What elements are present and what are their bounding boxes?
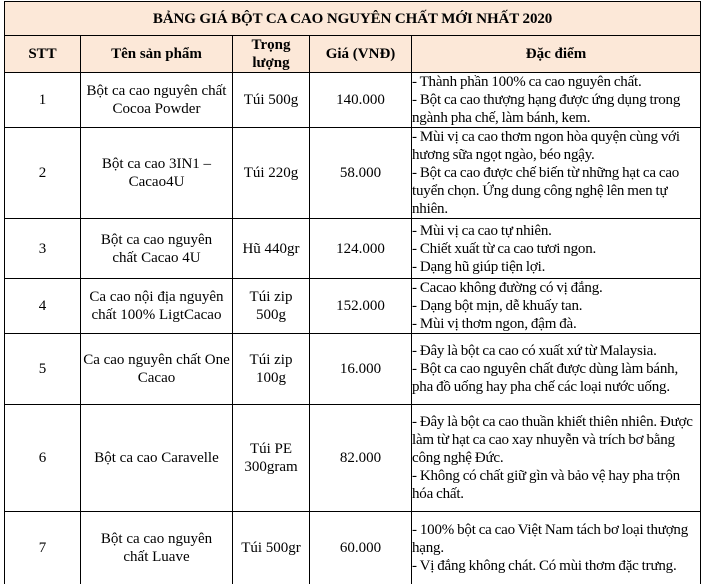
cell-price: 60.000 <box>310 512 412 584</box>
column-header-weight-label: Trọng lượng <box>251 37 291 71</box>
feature-line: - Cacao không đường có vị đắng. <box>412 280 603 296</box>
cell-price: 16.000 <box>310 334 412 405</box>
cell-weight: Túi 220g <box>233 128 310 219</box>
cell-weight <box>233 405 310 512</box>
cell-name: Bột ca cao Caravelle <box>81 405 233 512</box>
column-header-name: Tên sản phẩm <box>81 36 233 73</box>
table-row <box>5 405 701 512</box>
cell-features <box>412 279 701 334</box>
cell-name: Ca cao nguyên chất One Cacao <box>81 334 233 405</box>
cell-weight: Túi 500g <box>233 73 310 128</box>
feature-line: - Chiết xuất từ ca cao tươi ngon. <box>412 240 597 257</box>
cell-features <box>412 73 701 128</box>
cell-weight <box>233 334 310 405</box>
column-header-stt: STT <box>5 36 81 73</box>
cell-features <box>412 219 701 279</box>
cell-name <box>81 219 233 279</box>
feature-line: - Bột ca cao được chế biến từ những hạt ca cao tuyển chọn. Ứng dung công nghệ lên men tự nhiên. <box>412 165 680 217</box>
cell-weight: Hũ 440gr <box>233 219 310 279</box>
cell-features <box>412 405 701 512</box>
cell-features <box>412 334 701 405</box>
column-header-price: Giá (VNĐ) <box>310 36 412 73</box>
cell-weight-text: Túi zip 100g <box>249 352 293 386</box>
table-row <box>5 128 701 219</box>
cell-weight: Túi 500gr <box>233 512 310 584</box>
cell-name: Bột ca cao nguyên chất Cocoa Powder <box>81 73 233 128</box>
cell-stt: 2 <box>5 128 81 219</box>
cell-stt: 1 <box>5 73 81 128</box>
feature-line: - Thành phần 100% ca cao nguyên chất. <box>412 74 642 90</box>
column-header-weight <box>233 36 310 73</box>
cell-price: 124.000 <box>310 219 412 279</box>
cell-stt: 4 <box>5 279 81 334</box>
cell-features <box>412 512 701 584</box>
feature-line: - Vị đắng không chát. Có mùi thơm đặc trưng. <box>412 558 677 574</box>
table-row <box>5 334 701 405</box>
feature-line: - Đây là bột ca cao có xuất xứ từ Malaysia. <box>412 343 657 359</box>
feature-line: - Bột ca cao nguyên chất được dùng làm bánh, pha đồ uống hay pha chế các loại nước uống. <box>412 361 679 395</box>
cell-name-text: Bột ca cao nguyên chất Luave <box>100 531 213 565</box>
cell-name <box>81 128 233 219</box>
table-row <box>5 279 701 334</box>
feature-line: - Mùi vị ca cao tự nhiên. <box>412 222 552 239</box>
cell-name-text: Bột ca cao 3IN1 – Cacao4U <box>101 156 212 190</box>
table-row <box>5 219 701 279</box>
cell-price: 58.000 <box>310 128 412 219</box>
feature-line: - Bột ca cao thượng hạng được ứng dụng trong ngành pha chế, làm bánh, kem. <box>412 92 681 126</box>
column-header-features: Đặc điểm <box>412 36 701 73</box>
cell-features <box>412 128 701 219</box>
cell-name: Ca cao nội địa nguyên chất 100% LigtCacao <box>81 279 233 334</box>
title-row <box>5 2 701 36</box>
cell-name <box>81 512 233 584</box>
feature-line: - Mùi vị ca cao thơm ngon hòa quyện cùng với hương sữa ngọt ngào, béo ngậy. <box>412 129 680 163</box>
cell-name-text: Bột ca cao nguyên chất Cacao 4U <box>100 231 213 266</box>
cell-price: 82.000 <box>310 405 412 512</box>
table-title: BẢNG GIÁ BỘT CA CAO NGUYÊN CHẤT MỚI NHẤT 2020 <box>5 2 701 36</box>
feature-line: - Dạng bột mịn, dễ khuấy tan. <box>412 298 583 314</box>
header-row <box>5 36 701 73</box>
cell-price: 152.000 <box>310 279 412 334</box>
feature-line: - Không có chất giữ gìn và bảo vệ hay pha trộn hóa chất. <box>412 468 680 502</box>
feature-line: - Đây là bột ca cao thuần khiết thiên nhiên. Được làm từ hạt ca cao xay nhuyễn và trích bơ bằng công nghệ Đức. <box>412 414 693 466</box>
cell-price: 140.000 <box>310 73 412 128</box>
feature-line: - Dạng hũ giúp tiện lợi. <box>412 258 546 275</box>
feature-line: - Mùi vị thơm ngon, đậm đà. <box>412 316 577 332</box>
table-row <box>5 512 701 584</box>
cell-stt: 3 <box>5 219 81 279</box>
feature-line: - 100% bột ca cao Việt Nam tách bơ loại thượng hạng. <box>412 522 689 556</box>
cell-weight-text: Túi PE 300gram <box>244 441 298 475</box>
cell-weight <box>233 279 310 334</box>
cell-weight-text: Túi zip 500g <box>249 289 293 323</box>
cell-stt: 7 <box>5 512 81 584</box>
price-table <box>4 1 701 584</box>
cell-stt: 6 <box>5 405 81 512</box>
cell-stt: 5 <box>5 334 81 405</box>
table-row <box>5 73 701 128</box>
